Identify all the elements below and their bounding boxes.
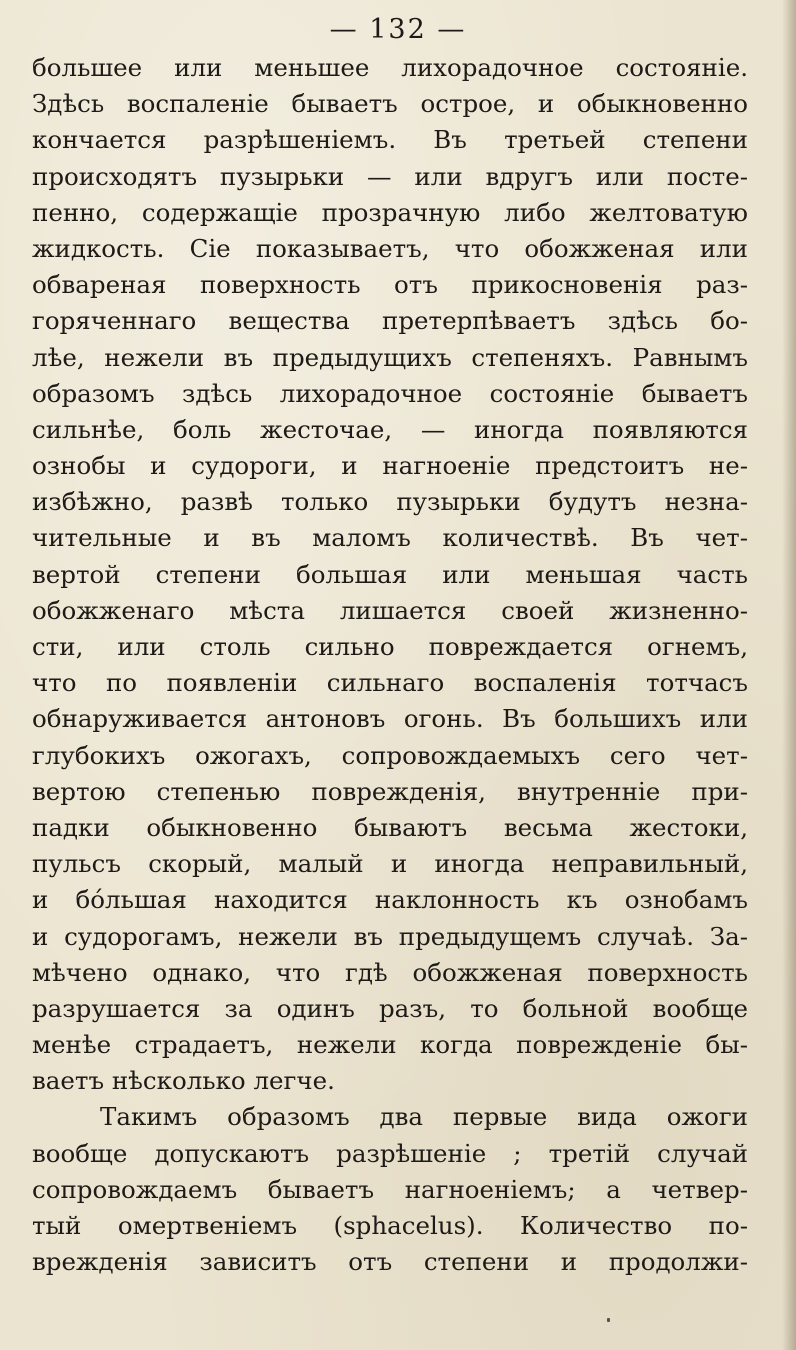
ink-speck — [607, 1318, 610, 1322]
text-line: чительные и въ маломъ количествѣ. Въ чет- — [32, 523, 748, 553]
paragraph-2 — [32, 1099, 748, 1280]
text-line: жидкость. Сіе показываетъ, что обожженая или — [32, 233, 748, 263]
text-line: образомъ здѣсь лихорадочное состояніе бываетъ — [32, 378, 748, 408]
text-line: сопровождаемъ бываетъ нагноеніемъ; а четвер- — [32, 1174, 748, 1204]
text-line: вообще допускаютъ разрѣшеніе ; третій случай — [32, 1138, 748, 1168]
text-line: обвареная поверхность отъ прикосновенія раз- — [32, 270, 748, 300]
text-line: вертою степенью поврежденія, внутренніе при- — [32, 776, 748, 806]
text-line: вертой степени большая или меньшая часть — [32, 559, 748, 589]
text-line: ознобы и судороги, и нагноеніе предстоитъ не- — [32, 451, 748, 481]
text-line: избѣжно, развѣ только пузырьки будутъ незна- — [32, 487, 748, 517]
text-line: сти, или столь сильно повреждается огнемъ, — [32, 632, 748, 661]
text-line: обнаруживается антоновъ огонь. Въ большихъ или — [32, 704, 748, 734]
page-edge-shadow — [782, 0, 796, 1350]
text-line: происходятъ пузырьки — или вдругъ или посте- — [32, 161, 748, 191]
text-line: Такимъ образомъ два первые вида ожоги — [100, 1102, 748, 1132]
text-line: сильнѣе, боль жесточае, — иногда появляются — [32, 414, 748, 444]
body-text — [32, 50, 748, 1280]
text-line: ваетъ нѣсколько легче. — [32, 1066, 335, 1096]
text-line: обожженаго мѣста лишается своей жизненно- — [32, 595, 748, 625]
text-line: падки обыкновенно бываютъ весьма жестоки, — [32, 812, 748, 842]
text-line: лѣе, нежели въ предыдущихъ степеняхъ. Равнымъ — [32, 342, 748, 372]
paragraph-1 — [32, 50, 748, 1099]
text-line: большее или меньшее лихорадочное состояніе. — [32, 53, 748, 82]
text-line: глубокихъ ожогахъ, сопровождаемыхъ сего чет- — [32, 740, 748, 770]
text-line: кончается разрѣшеніемъ. Въ третьей степени — [32, 125, 748, 155]
text-line: врежденія зависитъ отъ степени и продолжи- — [32, 1247, 748, 1277]
text-line: тый омертвеніемъ (sphacelus). Количество по- — [32, 1211, 748, 1240]
text-line: мѣчено однако, что гдѣ обожженая поверхность — [32, 957, 748, 987]
text-line: Здѣсь воспаленіе бываетъ острое, и обыкновенно — [32, 89, 748, 119]
text-line: менѣе страдаетъ, нежели когда поврежденіе бы- — [32, 1030, 748, 1060]
text-line: пенно, содержащіе прозрачную либо желтоватую — [32, 197, 748, 227]
text-line: горяченнаго вещества претерпѣваетъ здѣсь бо- — [32, 306, 748, 336]
text-line: и бо́льшая находится наклонность къ ознобамъ — [32, 885, 748, 915]
text-line: что по появленіи сильнаго воспаленія тотчасъ — [32, 668, 748, 698]
text-line: разрушается за одинъ разъ, то больной вообще — [32, 993, 748, 1023]
page-number: — 132 — — [329, 14, 467, 45]
text-line: пульсъ скорый, малый и иногда неправильный, — [32, 849, 748, 879]
text-line: и судорогамъ, нежели въ предыдущемъ случаѣ. За- — [32, 921, 748, 951]
